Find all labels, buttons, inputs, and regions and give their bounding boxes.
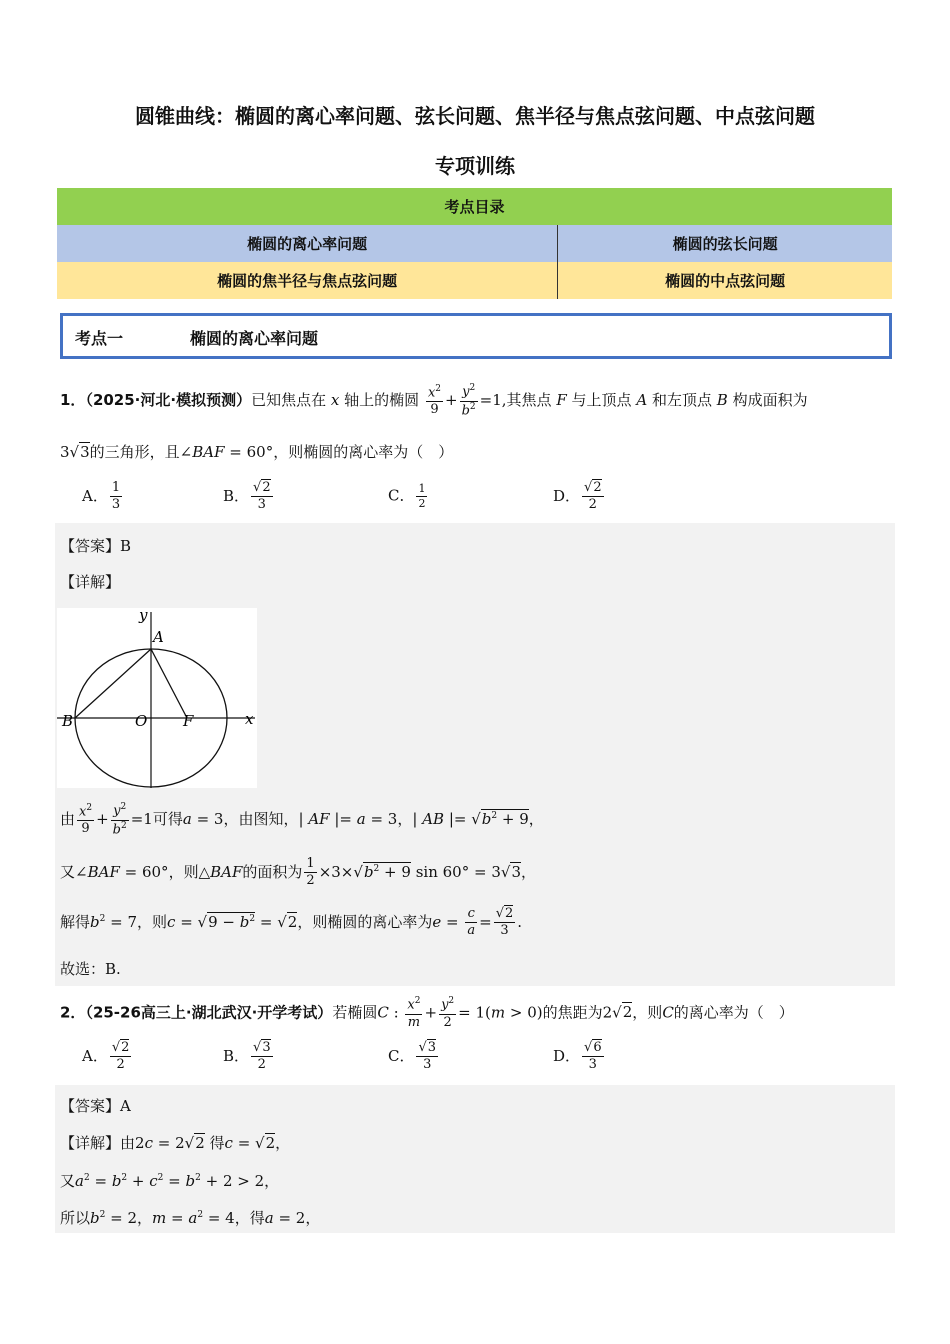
figure-label-x: x	[245, 710, 254, 728]
ellipse-figure	[57, 608, 257, 788]
toc-item-focal-radius: 椭圆的焦半径与焦点弦问题	[57, 262, 558, 299]
q2-option-d: D． $\frac{√6}{3}$	[553, 1040, 602, 1073]
figure-label-F: F	[183, 712, 194, 730]
q1-option-a: A． $\frac{1}{3}$	[82, 480, 121, 513]
toc-item-chord-length: 椭圆的弦长问题	[558, 225, 892, 262]
q2-option-b: B． $\frac{√3}{2}$	[223, 1040, 271, 1073]
q1-answer: 【答案】B	[60, 537, 132, 555]
q1-solution-line1: 由 $\frac{x^2}{9}$ + $\frac{y^2}{b^2}$ =1可得a = 3，由图知，| AF |= a = 3，| AB |= $√b^2 + 9$，	[60, 802, 544, 837]
figure-label-y: y	[139, 608, 148, 624]
q1-option-d: D． $\frac{√2}{2}$	[553, 480, 602, 513]
toc-item-eccentricity: 椭圆的离心率问题	[57, 225, 558, 262]
q1-solution-line4: 故选：B.	[60, 960, 121, 978]
q1-detail-label: 【详解】	[60, 573, 121, 591]
section-number: 考点一	[75, 329, 124, 348]
toc-header: 考点目录	[57, 188, 892, 225]
q1-solution-line3: 解得$b^2 = 7$，则$c = √9 - b^2 = √2$，则椭圆的离心率为e = $\frac{c}{a}$ = $\frac{√2}{3}$ .	[60, 906, 523, 939]
topic-table	[57, 188, 892, 299]
q1-option-c: C． $\frac{1}{2}$	[388, 482, 426, 510]
section-name: 椭圆的离心率问题	[190, 329, 319, 348]
q1-option-b: B． $\frac{√2}{3}$	[223, 480, 271, 513]
figure-label-O: O	[135, 712, 148, 730]
toc-item-midpoint-chord: 椭圆的中点弦问题	[558, 262, 892, 299]
q2-option-a: A． $\frac{√2}{2}$	[82, 1040, 130, 1073]
figure-label-B: B	[62, 712, 74, 730]
q1-solution-line2: 又∠BAF = 60°，则△BAF的面积为 $\frac{1}{2}$ $\times 3\times√b^2 + 9$ sin 60° = 3√3，	[60, 856, 536, 889]
document-title: 圆锥曲线：椭圆的离心率问题、弦长问题、焦半径与焦点弦问题、中点弦问题	[135, 104, 815, 128]
section-heading	[60, 313, 892, 359]
q1-stem-line2: 3√3的三角形，且∠BAF = 60°，则椭圆的离心率为（ ）	[60, 443, 454, 461]
q2-solution-line1: 【详解】由2c = 2√2 得c = √2，	[60, 1134, 291, 1152]
q2-solution-line2: 又$a^2 = b^2 + c^2 = b^2 + 2 > 2$，	[60, 1172, 280, 1190]
q2-option-c: C． $\frac{√3}{3}$	[388, 1040, 437, 1073]
document-subtitle: 专项训练	[435, 154, 515, 178]
figure-label-A: A	[153, 628, 164, 646]
q2-solution-line3: 所以$b^2 = 2$，$m = a^2 = 4$，得a = 2，	[60, 1209, 321, 1227]
q1-stem-line1: 1．（2025·河北·模拟预测）已知焦点在 x 轴上的椭圆 $\frac{x^2}{9}$ + $\frac{y^2}{b^2}$ =1,其焦点 F 与上顶点 A 和左顶点 B 构成面积为	[60, 383, 808, 418]
q2-stem: 2．（25-26高三上·湖北武汉·开学考试）若椭圆C : $\frac{x^2}{m}$ + $\frac{y^2}{2}$ = 1(m > 0)的焦距为2√2，则C的离心率为（ ）	[60, 996, 794, 1030]
q2-answer: 【答案】A	[60, 1097, 131, 1115]
